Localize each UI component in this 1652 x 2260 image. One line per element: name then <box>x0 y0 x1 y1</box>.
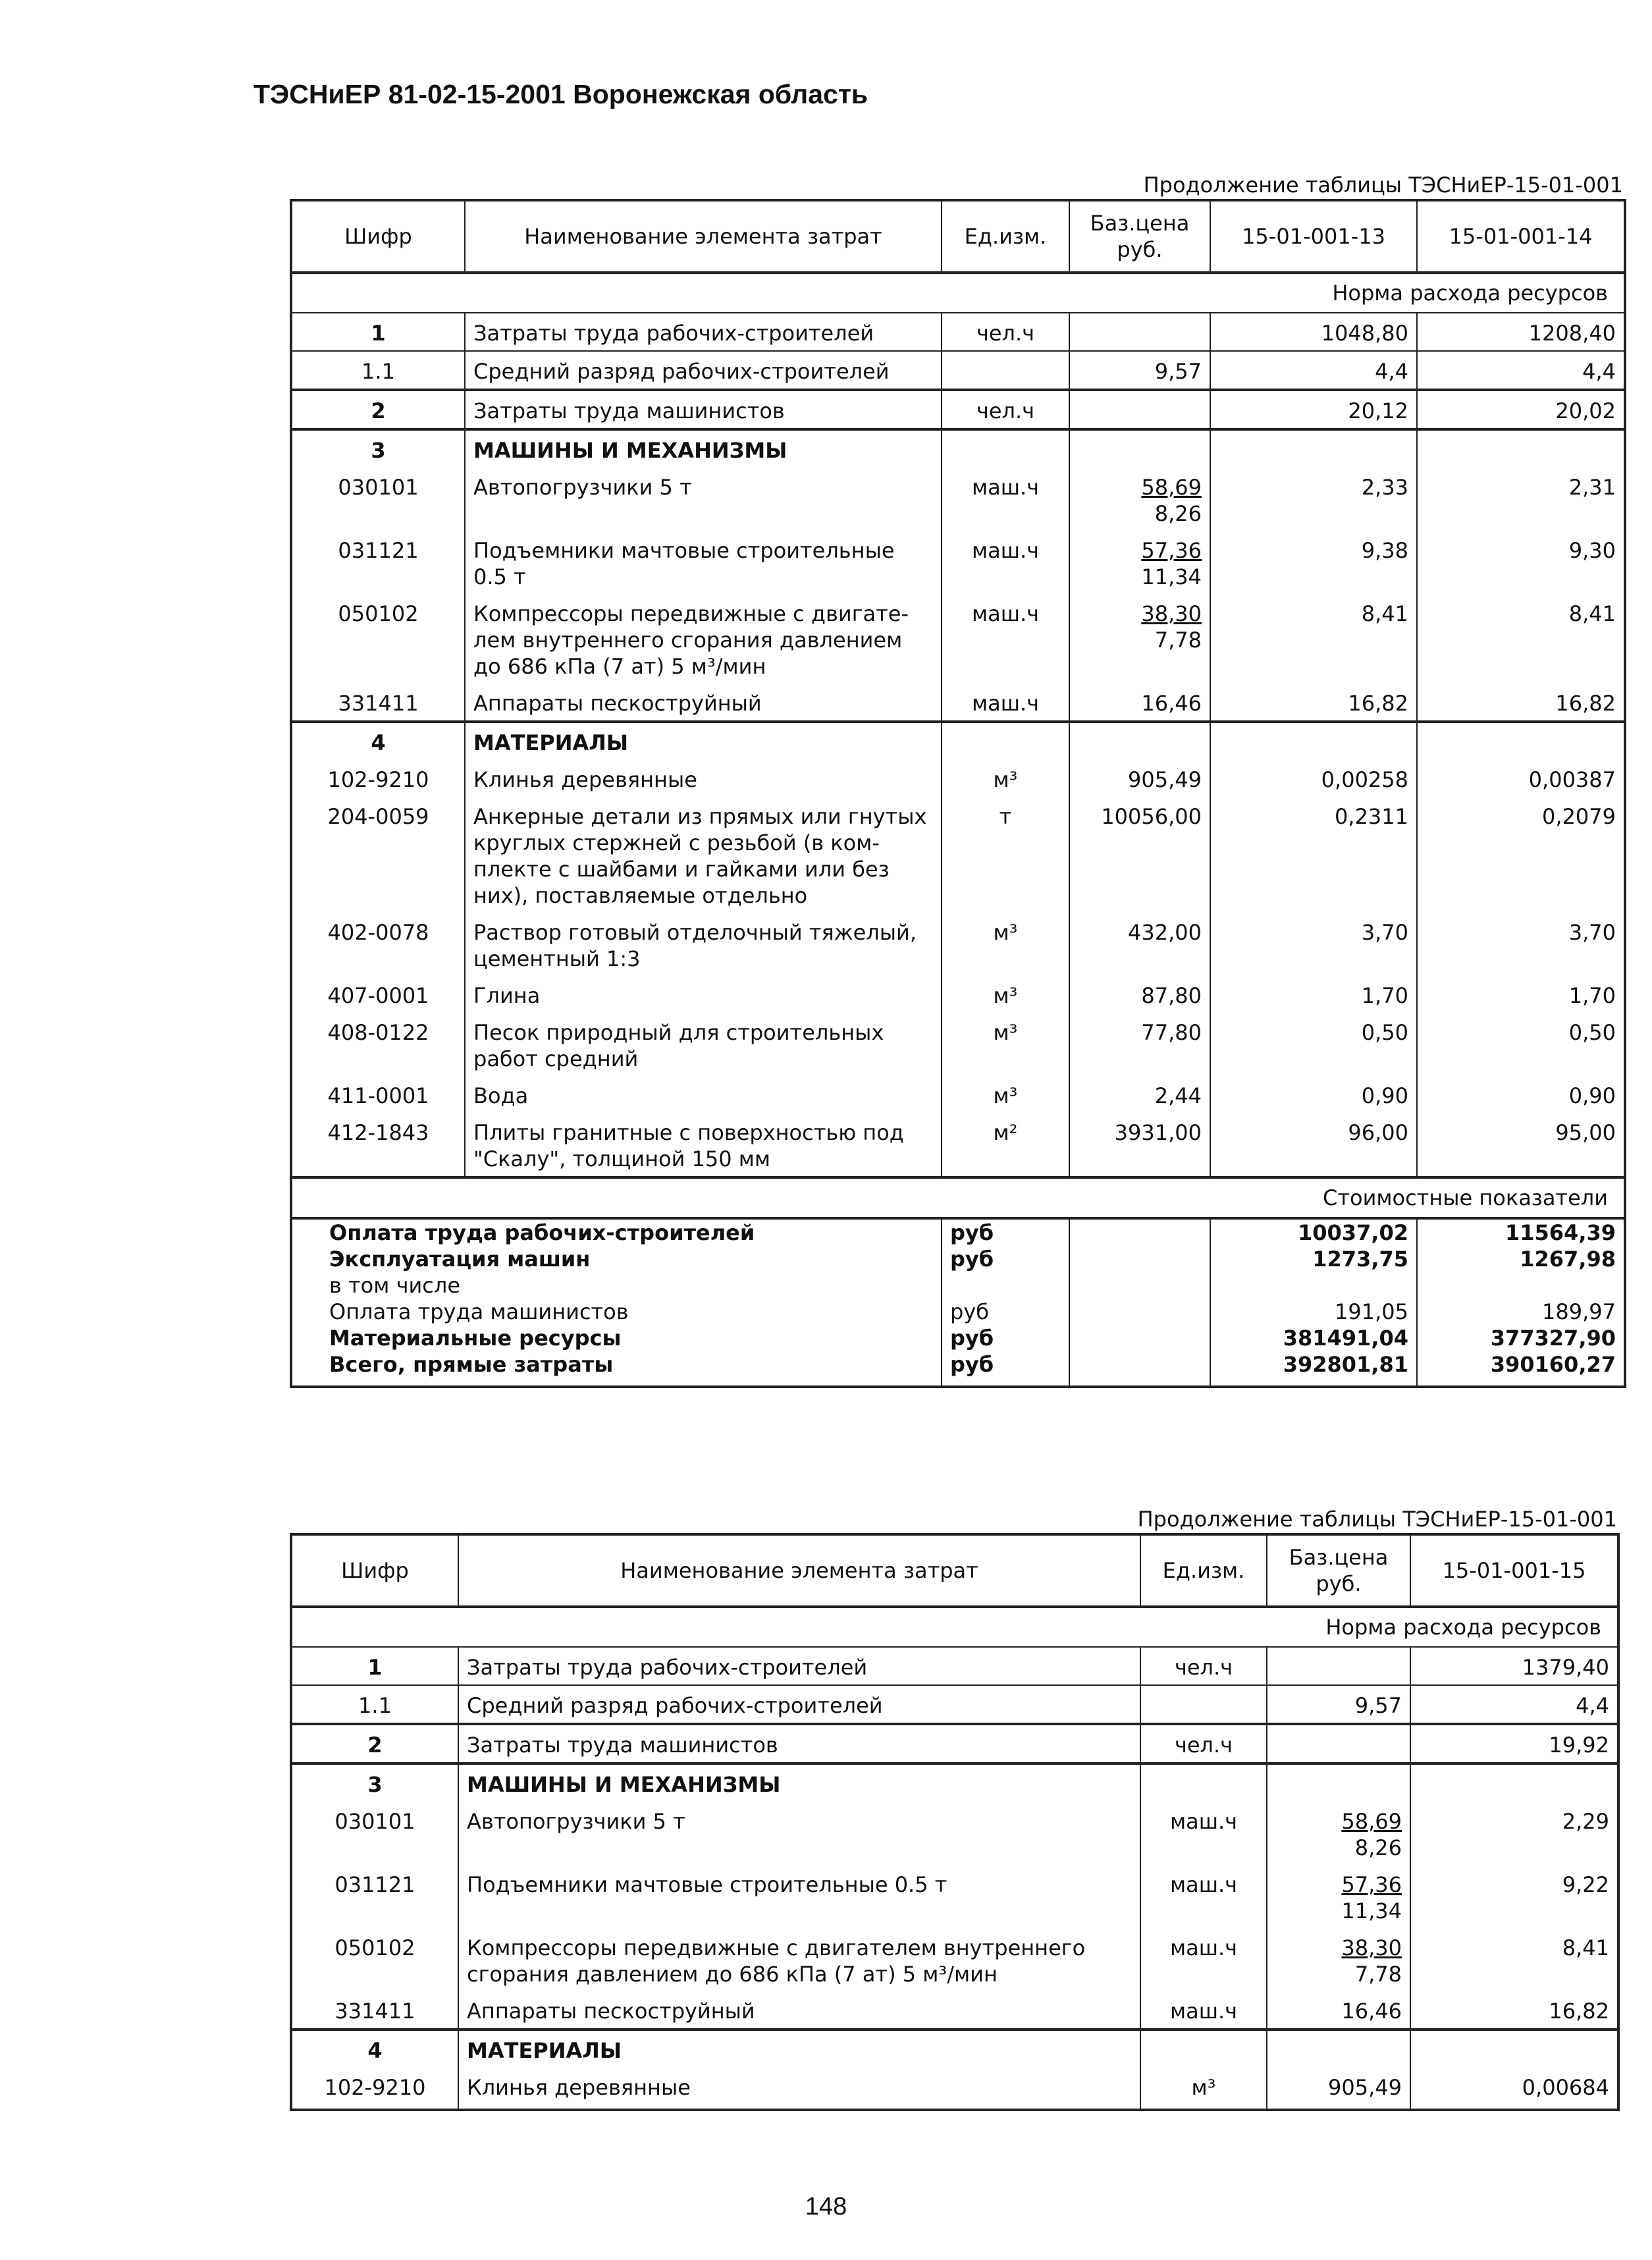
row-value-1: 1048,80 <box>1210 313 1417 351</box>
row-code: 102-9210 <box>291 760 465 797</box>
row-name: МАШИНЫ И МЕХАНИЗМЫ <box>458 1763 1140 1802</box>
row-value-1 <box>1410 1763 1618 1802</box>
row-value-2: 95,00 <box>1417 1113 1625 1177</box>
header-name: Наименование элемента затрат <box>465 200 942 273</box>
row-price <box>1069 722 1210 760</box>
row-name: Анкерные детали из прямых или гнутых круглых стержней с резьбой (в ком-плекте с шайбами и гайками или без них), поставляемые отдельно <box>465 797 942 913</box>
row-code: 031121 <box>291 531 465 594</box>
row-value-1: 0,90 <box>1210 1076 1417 1113</box>
row-price <box>1069 468 1210 531</box>
header-code: Шифр <box>291 1534 458 1607</box>
table-row <box>291 594 1625 684</box>
row-code: 3 <box>291 429 465 468</box>
price-value: 3931,00 <box>1114 1120 1202 1145</box>
row-value-1 <box>1410 2030 1618 2068</box>
row-price <box>1069 976 1210 1013</box>
norm-label: Норма расхода ресурсов <box>291 1607 1618 1647</box>
header-code: Шифр <box>291 200 465 273</box>
row-unit: м³ <box>942 1013 1069 1076</box>
cost-unit: руб <box>942 1299 1069 1325</box>
row-value-2: 0,00387 <box>1417 760 1625 797</box>
row-code: 407-0001 <box>291 976 465 1013</box>
header-col1: 15-01-001-15 <box>1410 1534 1618 1607</box>
price-value: 38,30 <box>1141 601 1202 626</box>
table2-continuation: Продолжение таблицы ТЭСНиЕР-15-01-001 <box>1137 1507 1617 1532</box>
cost-name: Эксплуатация машин <box>291 1246 942 1272</box>
table-row <box>291 429 1625 468</box>
table-row <box>291 1724 1618 1763</box>
row-value-1: 20,12 <box>1210 390 1417 429</box>
row-code: 411-0001 <box>291 1076 465 1113</box>
row-unit <box>942 429 1069 468</box>
row-price <box>1267 2030 1410 2068</box>
table-row <box>291 976 1625 1013</box>
table-row <box>291 1685 1618 1724</box>
row-code: 412-1843 <box>291 1113 465 1177</box>
row-name: Компрессоры передвижные с двигате-лем внутреннего сгорания давлением до 686 кПа (7 ат) 5 м³/мин <box>465 594 942 684</box>
row-name: МАТЕРИАЛЫ <box>465 722 942 760</box>
row-price <box>1267 1865 1410 1928</box>
cost-row <box>291 1299 1625 1325</box>
table-row <box>291 2068 1618 2110</box>
row-value-2 <box>1417 722 1625 760</box>
table-row <box>291 1647 1618 1685</box>
row-price <box>1069 797 1210 913</box>
row-name: Затраты труда рабочих-строителей <box>465 313 942 351</box>
row-code: 030101 <box>291 1802 458 1865</box>
cost-row <box>291 1272 1625 1299</box>
row-code: 1.1 <box>291 1685 458 1724</box>
row-value-2: 1208,40 <box>1417 313 1625 351</box>
row-value-2: 16,82 <box>1417 684 1625 722</box>
row-code: 331411 <box>291 1991 458 2030</box>
row-name: Средний разряд рабочих-строителей <box>458 1685 1140 1724</box>
row-value-1: 96,00 <box>1210 1113 1417 1177</box>
row-name: Плиты гранитные с поверхностью под "Скалу", толщиной 150 мм <box>465 1113 942 1177</box>
cost-unit <box>942 1272 1069 1299</box>
row-value-1: 8,41 <box>1210 594 1417 684</box>
price-value: 77,80 <box>1141 1020 1202 1045</box>
cost-name: Материальные ресурсы <box>291 1325 942 1351</box>
row-value-1: 4,4 <box>1210 351 1417 390</box>
row-unit: чел.ч <box>942 390 1069 429</box>
row-value-1 <box>1210 429 1417 468</box>
row-value-1: 3,70 <box>1210 913 1417 976</box>
row-name: Подъемники мачтовые строительные 0.5 т <box>458 1865 1140 1928</box>
cost-name: Всего, прямые затраты <box>291 1351 942 1387</box>
row-price <box>1267 2068 1410 2110</box>
table1-continuation: Продолжение таблицы ТЭСНиЕР-15-01-001 <box>1143 173 1623 198</box>
table-row <box>291 1076 1625 1113</box>
table-row <box>291 797 1625 913</box>
row-price <box>1069 1076 1210 1113</box>
price-machinist-value: 11,34 <box>1141 564 1202 589</box>
row-price <box>1069 594 1210 684</box>
row-value-1: 16,82 <box>1410 1991 1618 2030</box>
row-value-2 <box>1417 429 1625 468</box>
row-code: 402-0078 <box>291 913 465 976</box>
table-row <box>291 1013 1625 1076</box>
price-value: 16,46 <box>1141 691 1202 716</box>
cost-value-1: 392801,81 <box>1210 1351 1417 1387</box>
row-value-1: 19,92 <box>1410 1724 1618 1763</box>
price-machinist-value: 7,78 <box>1354 1962 1402 1987</box>
table2-header-row <box>291 1534 1618 1607</box>
row-code: 050102 <box>291 594 465 684</box>
cost-row <box>291 1351 1625 1387</box>
row-price <box>1069 1113 1210 1177</box>
price-machinist-value: 8,26 <box>1354 1835 1402 1860</box>
cost-value-1: 10037,02 <box>1210 1218 1417 1246</box>
row-price <box>1069 760 1210 797</box>
row-code: 3 <box>291 1763 458 1802</box>
cost-header-row <box>291 1177 1625 1218</box>
row-value-2: 8,41 <box>1417 594 1625 684</box>
row-price <box>1267 1802 1410 1865</box>
price-value: 58,69 <box>1141 475 1202 500</box>
cost-value-2: 377327,90 <box>1417 1325 1625 1351</box>
cost-name: Оплата труда рабочих-строителей <box>291 1218 942 1246</box>
row-unit <box>942 351 1069 390</box>
row-price <box>1069 390 1210 429</box>
row-unit: чел.ч <box>942 313 1069 351</box>
header-unit: Ед.изм. <box>1140 1534 1267 1607</box>
row-code: 2 <box>291 390 465 429</box>
row-name: Аппараты пескоструйный <box>465 684 942 722</box>
row-unit: м³ <box>942 976 1069 1013</box>
price-value: 87,80 <box>1141 983 1202 1008</box>
header-col1: 15-01-001-13 <box>1210 200 1417 273</box>
row-value-2: 0,90 <box>1417 1076 1625 1113</box>
row-unit: маш.ч <box>1140 1991 1267 2030</box>
cost-name: Оплата труда машинистов <box>291 1299 942 1325</box>
table-row <box>291 1763 1618 1802</box>
table1-header-row <box>291 200 1625 273</box>
table-row <box>291 1991 1618 2030</box>
row-price <box>1069 684 1210 722</box>
row-unit <box>942 722 1069 760</box>
cost-unit: руб <box>942 1218 1069 1246</box>
price-value: 9,57 <box>1154 359 1202 384</box>
header-unit: Ед.изм. <box>942 200 1069 273</box>
table-row <box>291 1802 1618 1865</box>
row-price <box>1267 1685 1410 1724</box>
price-value: 905,49 <box>1128 767 1202 792</box>
row-price <box>1069 351 1210 390</box>
row-code: 1 <box>291 313 465 351</box>
row-unit <box>1140 2030 1267 2068</box>
cost-price <box>1069 1218 1210 1246</box>
norm-row <box>291 273 1625 313</box>
row-price <box>1069 531 1210 594</box>
row-name: Автопогрузчики 5 т <box>458 1802 1140 1865</box>
row-price <box>1267 1928 1410 1991</box>
row-value-1: 1,70 <box>1210 976 1417 1013</box>
cost-value-1: 1273,75 <box>1210 1246 1417 1272</box>
row-value-2: 20,02 <box>1417 390 1625 429</box>
cost-price <box>1069 1299 1210 1325</box>
row-name: Компрессоры передвижные с двигателем внутреннего сгорания давлением до 686 кПа (7 ат) 5 м³/мин <box>458 1928 1140 1991</box>
price-machinist-value: 11,34 <box>1341 1898 1402 1924</box>
row-code: 331411 <box>291 684 465 722</box>
row-value-2: 2,31 <box>1417 468 1625 531</box>
row-value-1: 1379,40 <box>1410 1647 1618 1685</box>
row-price <box>1069 1013 1210 1076</box>
row-value-2: 9,30 <box>1417 531 1625 594</box>
price-value: 2,44 <box>1154 1083 1202 1108</box>
cost-value-2: 11564,39 <box>1417 1218 1625 1246</box>
row-code: 050102 <box>291 1928 458 1991</box>
row-name: Глина <box>465 976 942 1013</box>
row-unit: м³ <box>942 1076 1069 1113</box>
row-unit: т <box>942 797 1069 913</box>
row-value-2: 3,70 <box>1417 913 1625 976</box>
row-unit <box>1140 1685 1267 1724</box>
row-price <box>1267 1647 1410 1685</box>
table-row <box>291 1865 1618 1928</box>
row-unit: м³ <box>942 913 1069 976</box>
table-row <box>291 390 1625 429</box>
row-value-2: 4,4 <box>1417 351 1625 390</box>
page-number: 148 <box>805 2193 847 2220</box>
row-value-1: 0,00684 <box>1410 2068 1618 2110</box>
table1 <box>290 199 1626 1388</box>
cost-value-1: 381491,04 <box>1210 1325 1417 1351</box>
row-value-1: 0,50 <box>1210 1013 1417 1076</box>
cost-price <box>1069 1272 1210 1299</box>
row-code: 102-9210 <box>291 2068 458 2110</box>
row-value-2: 0,50 <box>1417 1013 1625 1076</box>
row-value-1: 2,33 <box>1210 468 1417 531</box>
row-name: Раствор готовый отделочный тяжелый, цементный 1:3 <box>465 913 942 976</box>
row-code: 031121 <box>291 1865 458 1928</box>
row-name: МАШИНЫ И МЕХАНИЗМЫ <box>465 429 942 468</box>
row-unit: маш.ч <box>1140 1928 1267 1991</box>
price-value: 432,00 <box>1128 920 1202 945</box>
row-code: 1.1 <box>291 351 465 390</box>
row-name: Песок природный для строительных работ средний <box>465 1013 942 1076</box>
table2 <box>290 1533 1620 2111</box>
row-code: 408-0122 <box>291 1013 465 1076</box>
price-value: 57,36 <box>1141 538 1202 563</box>
cost-value-2: 390160,27 <box>1417 1351 1625 1387</box>
cost-unit: руб <box>942 1246 1069 1272</box>
row-price <box>1069 913 1210 976</box>
row-unit: маш.ч <box>1140 1865 1267 1928</box>
row-name: Затраты труда машинистов <box>465 390 942 429</box>
row-unit: маш.ч <box>942 594 1069 684</box>
norm-row <box>291 1607 1618 1647</box>
price-value: 38,30 <box>1341 1935 1402 1960</box>
row-name: МАТЕРИАЛЫ <box>458 2030 1140 2068</box>
row-value-1: 9,38 <box>1210 531 1417 594</box>
row-name: Автопогрузчики 5 т <box>465 468 942 531</box>
cost-value-2: 1267,98 <box>1417 1246 1625 1272</box>
row-value-1: 2,29 <box>1410 1802 1618 1865</box>
row-code: 4 <box>291 722 465 760</box>
row-name: Клинья деревянные <box>465 760 942 797</box>
cost-unit: руб <box>942 1351 1069 1387</box>
row-value-1: 0,00258 <box>1210 760 1417 797</box>
cost-unit: руб <box>942 1325 1069 1351</box>
row-code: 2 <box>291 1724 458 1763</box>
row-name: Подъемники мачтовые строительные 0.5 т <box>465 531 942 594</box>
norm-label: Норма расхода ресурсов <box>291 273 1625 313</box>
cost-price <box>1069 1246 1210 1272</box>
document-title: ТЭСНиЕР 81-02-15-2001 Воронежская область <box>253 79 868 109</box>
row-unit: м² <box>942 1113 1069 1177</box>
row-unit: маш.ч <box>942 468 1069 531</box>
row-price <box>1069 429 1210 468</box>
row-name: Затраты труда рабочих-строителей <box>458 1647 1140 1685</box>
header-col2: 15-01-001-14 <box>1417 200 1625 273</box>
cost-name: в том числе <box>291 1272 942 1299</box>
cost-value-2: 189,97 <box>1417 1299 1625 1325</box>
row-price <box>1267 1991 1410 2030</box>
table-row <box>291 468 1625 531</box>
row-value-2: 1,70 <box>1417 976 1625 1013</box>
cost-value-2 <box>1417 1272 1625 1299</box>
row-value-1: 8,41 <box>1410 1928 1618 1991</box>
row-unit: маш.ч <box>1140 1802 1267 1865</box>
cost-price <box>1069 1325 1210 1351</box>
cost-row <box>291 1325 1625 1351</box>
row-unit: маш.ч <box>942 531 1069 594</box>
row-unit: м³ <box>942 760 1069 797</box>
row-value-1: 4,4 <box>1410 1685 1618 1724</box>
table-row <box>291 760 1625 797</box>
price-value: 16,46 <box>1341 1999 1402 2024</box>
row-unit: чел.ч <box>1140 1724 1267 1763</box>
price-value: 9,57 <box>1354 1693 1402 1718</box>
cost-row <box>291 1246 1625 1272</box>
cost-value-1: 191,05 <box>1210 1299 1417 1325</box>
table-row <box>291 684 1625 722</box>
cost-value-1 <box>1210 1272 1417 1299</box>
row-value-2: 0,2079 <box>1417 797 1625 913</box>
row-code: 204-0059 <box>291 797 465 913</box>
row-code: 4 <box>291 2030 458 2068</box>
header-name: Наименование элемента затрат <box>458 1534 1140 1607</box>
cost-price <box>1069 1351 1210 1387</box>
cost-row <box>291 1218 1625 1246</box>
table-row <box>291 1928 1618 1991</box>
table-row <box>291 531 1625 594</box>
table-row <box>291 313 1625 351</box>
row-name: Затраты труда машинистов <box>458 1724 1140 1763</box>
row-price <box>1267 1763 1410 1802</box>
row-value-1: 16,82 <box>1210 684 1417 722</box>
price-value: 58,69 <box>1341 1809 1402 1834</box>
row-price <box>1069 313 1210 351</box>
row-price <box>1267 1724 1410 1763</box>
row-unit: м³ <box>1140 2068 1267 2110</box>
row-value-1 <box>1210 722 1417 760</box>
header-price: Баз.цена руб. <box>1267 1534 1410 1607</box>
table-row <box>291 722 1625 760</box>
row-value-1: 9,22 <box>1410 1865 1618 1928</box>
table-row <box>291 1113 1625 1177</box>
price-value: 10056,00 <box>1101 804 1202 829</box>
price-value: 905,49 <box>1328 2075 1402 2100</box>
header-price: Баз.цена руб. <box>1069 200 1210 273</box>
cost-label: Стоимостные показатели <box>291 1177 1625 1218</box>
row-name: Вода <box>465 1076 942 1113</box>
row-unit <box>1140 1763 1267 1802</box>
row-name: Средний разряд рабочих-строителей <box>465 351 942 390</box>
row-code: 030101 <box>291 468 465 531</box>
row-name: Клинья деревянные <box>458 2068 1140 2110</box>
table-row <box>291 351 1625 390</box>
row-code: 1 <box>291 1647 458 1685</box>
row-unit: маш.ч <box>942 684 1069 722</box>
row-name: Аппараты пескоструйный <box>458 1991 1140 2030</box>
table-row <box>291 2030 1618 2068</box>
table-row <box>291 913 1625 976</box>
price-machinist-value: 7,78 <box>1154 628 1202 653</box>
row-value-1: 0,2311 <box>1210 797 1417 913</box>
row-unit: чел.ч <box>1140 1647 1267 1685</box>
price-value: 57,36 <box>1341 1872 1402 1897</box>
price-machinist-value: 8,26 <box>1154 501 1202 526</box>
